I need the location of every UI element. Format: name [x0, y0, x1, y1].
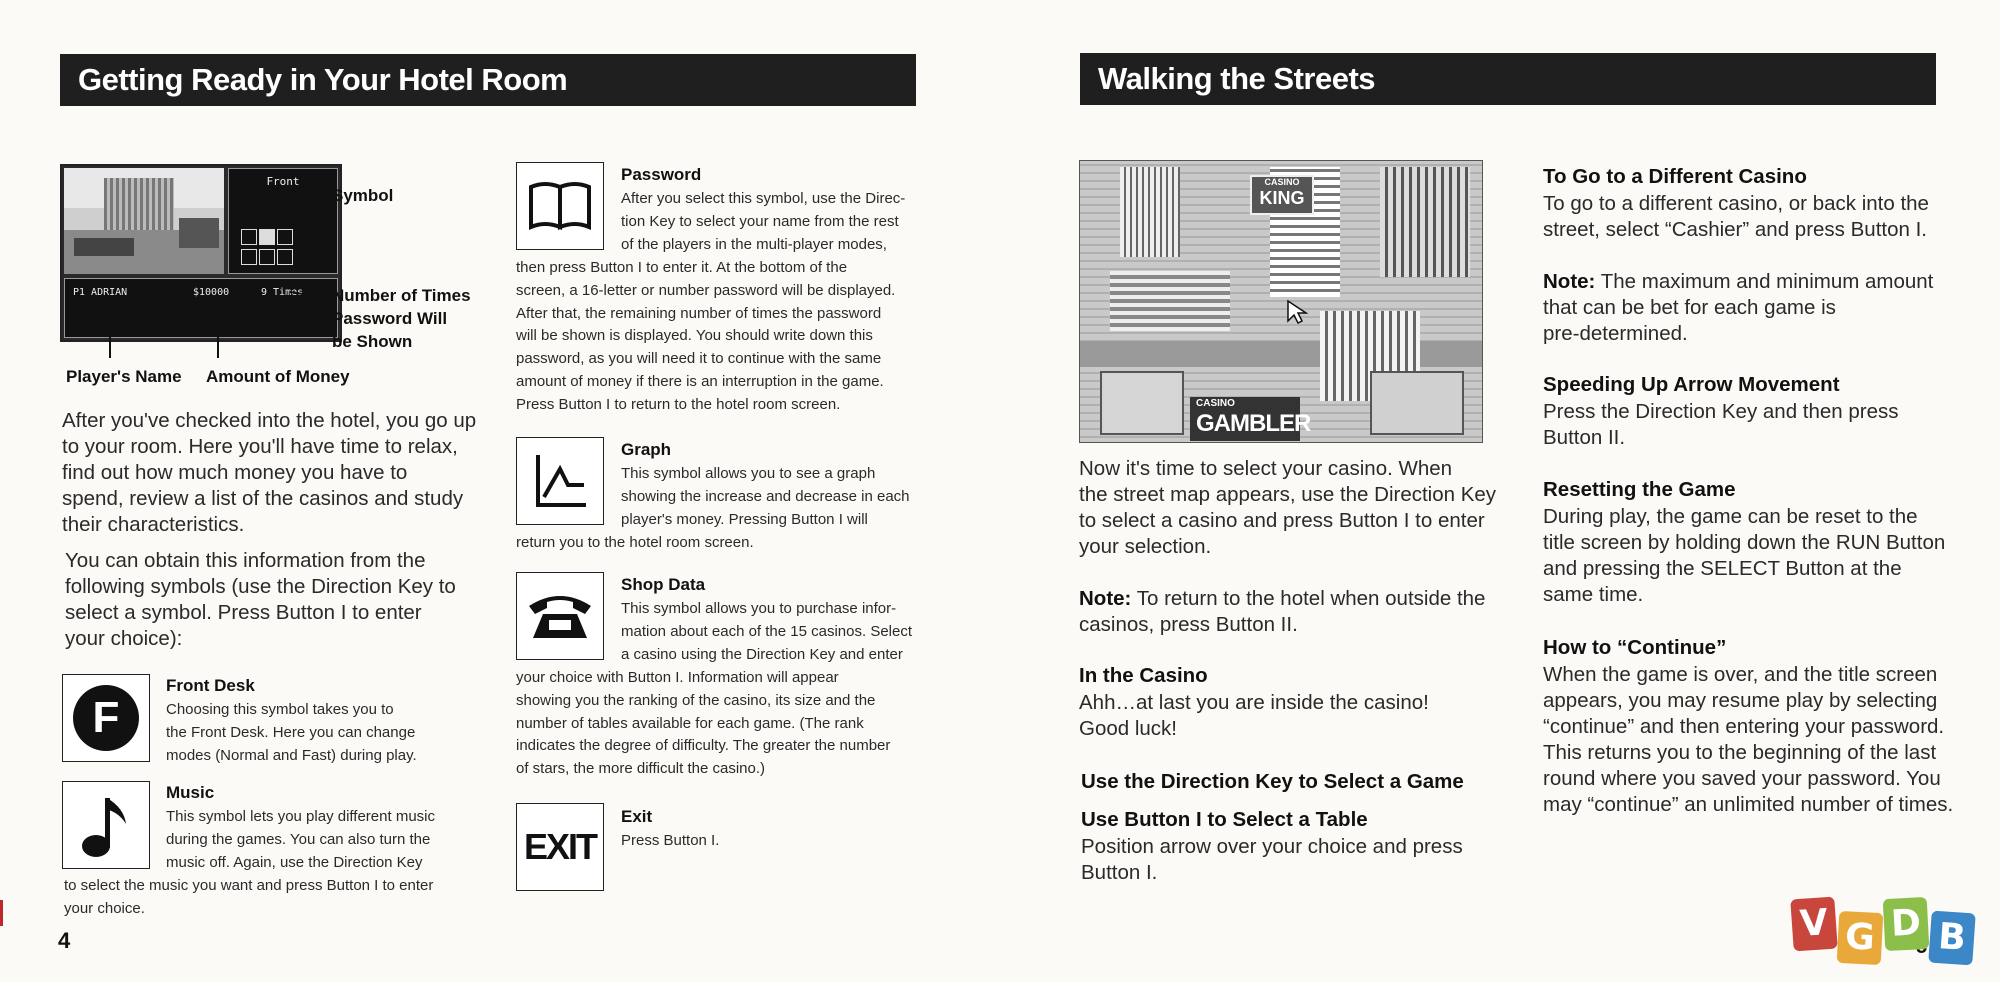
page-number-4: 4: [58, 928, 71, 953]
text-line: mation about each of the 15 casinos. Select: [621, 622, 913, 640]
password-text-continued: [516, 257, 895, 417]
street-map-screenshot: [1079, 160, 1483, 443]
front-desk-icon-letter: F: [73, 685, 139, 751]
text-line: a casino using the Direction Key and enter: [621, 645, 903, 663]
front-desk-icon: [62, 674, 150, 762]
left-page-banner: Getting Ready in Your Hotel Room: [60, 54, 916, 106]
music-note-icon: [62, 781, 150, 869]
text-line: pre-determined.: [1543, 322, 1688, 345]
exit-icon: [516, 803, 604, 891]
text-line: This symbol allows you to see a graph: [621, 465, 876, 482]
text-line: Choosing this symbol takes you to: [166, 701, 394, 718]
text-line: following symbols (use the Direction Key to: [65, 575, 456, 598]
money-value: $10000: [193, 287, 230, 298]
text-line: The maximum and minimum amount: [1595, 270, 1934, 293]
different-casino-text: [1543, 191, 1929, 243]
arrow-cursor-icon: [1286, 299, 1308, 325]
exit-text: Press Button I.: [621, 832, 720, 849]
text-line: of the players in the multi-player modes,: [621, 235, 887, 253]
times-value: 9 Times: [261, 287, 304, 298]
telephone-icon: [516, 572, 604, 660]
text-line: same time.: [1543, 583, 1644, 606]
callout-symbol: Symbol: [332, 186, 394, 205]
text-line: Button I.: [1081, 861, 1158, 884]
text-line: password, as you will need it to continue with the same: [516, 350, 882, 368]
password-title: Password: [621, 165, 702, 184]
text-line: This symbol lets you play different music: [166, 808, 435, 825]
text-line: This symbol allows you to purchase infor-: [621, 600, 897, 617]
casino-select-paragraph: [1079, 456, 1499, 560]
text-line: After you've checked into the hotel, you go up: [62, 409, 477, 432]
vgdb-tile-g: G: [1837, 911, 1884, 965]
hotel-intro-paragraph: [62, 408, 502, 538]
graph-icon: [516, 437, 604, 525]
text-line: find out how much money you have to: [62, 461, 408, 484]
text-line: Ahh…at last you are inside the casino!: [1079, 691, 1429, 714]
vgdb-tile-v: V: [1790, 897, 1838, 952]
shop-data-title: Shop Data: [621, 575, 706, 594]
text-line: number of tables available for each game. (The rank: [516, 714, 864, 732]
text-line: select a symbol. Press Button I to enter: [65, 601, 422, 624]
use-direction-key-heading: Use the Direction Key to Select a Game: [1081, 770, 1464, 793]
text-line: You can obtain this information from the: [65, 549, 426, 572]
text-line: and pressing the SELECT Button at the: [1543, 557, 1902, 580]
resetting-title: Resetting the Game: [1543, 478, 1736, 501]
front-desk-title: Front Desk: [166, 676, 255, 695]
left-edge-mark: [0, 900, 3, 926]
callout-times-line1: Number of Times: [332, 286, 471, 305]
text-line: showing the increase and decrease in each: [621, 487, 910, 505]
obtain-info-paragraph: [65, 548, 505, 652]
graph-text-continued: return you to the hotel room screen.: [516, 534, 754, 551]
text-line: Good luck!: [1079, 717, 1177, 740]
player-name-value: P1 ADRIAN: [73, 287, 128, 298]
note-bet-amounts: [1543, 269, 1933, 347]
text-line: indicates the degree of difficulty. The greater the number: [516, 737, 891, 755]
different-casino-title: To Go to a Different Casino: [1543, 165, 1807, 188]
note-label: Note:: [1543, 270, 1596, 293]
password-text: [621, 188, 905, 256]
text-line: amount of money if there is an interruption in the game.: [516, 372, 884, 390]
vgdb-tile-d: D: [1883, 897, 1930, 951]
exit-icon-text: EXIT: [523, 826, 596, 867]
vgdb-watermark-logo: [1790, 898, 1990, 968]
front-label: Front: [266, 175, 300, 188]
text-line: appears, you may resume play by selecting: [1543, 689, 1938, 712]
text-line: When the game is over, and the title screen: [1543, 663, 1938, 686]
casino-king-sign-text: KING: [1259, 188, 1305, 208]
text-line: spend, review a list of the casinos and study: [62, 487, 464, 510]
casino-king-sign-small: CASINO: [1264, 177, 1300, 187]
text-line: Press the Direction Key and then press: [1543, 400, 1899, 423]
text-line: may “continue” an unlimited number of times.: [1543, 793, 1954, 816]
text-line: your choice.: [64, 899, 145, 917]
text-line: the Front Desk. Here you can change: [166, 723, 416, 741]
text-line: the street map appears, use the Direction Key: [1079, 483, 1497, 506]
text-line: to select the music you want and press Button I to enter: [64, 877, 434, 894]
text-line: After that, the remaining number of times the password: [516, 304, 882, 322]
resetting-text: [1543, 504, 1945, 608]
graph-title: Graph: [621, 440, 672, 459]
text-line: To go to a different casino, or back into the: [1543, 192, 1929, 215]
music-text: [166, 806, 435, 874]
casino-gambler-sign: [1190, 397, 1311, 441]
text-line: “continue” and then entering your password.: [1543, 715, 1945, 738]
text-line: After you select this symbol, use the Direc-: [621, 190, 906, 207]
text-line: casinos, press Button II.: [1079, 613, 1298, 636]
text-line: their characteristics.: [62, 513, 245, 536]
text-line: that can be bet for each game is: [1543, 296, 1836, 319]
text-line: To return to the hotel when outside the: [1131, 587, 1486, 610]
speeding-up-title: Speeding Up Arrow Movement: [1543, 373, 1840, 396]
continue-title: How to “Continue”: [1543, 636, 1727, 659]
text-line: will be shown is displayed. You should write down this: [516, 327, 873, 345]
text-line: title screen by holding down the RUN Button: [1543, 531, 1946, 554]
text-line: Position arrow over your choice and press: [1081, 835, 1463, 858]
text-line: then press Button I to enter it. At the bottom of the: [516, 259, 848, 276]
in-the-casino-text: [1079, 690, 1429, 742]
vgdb-tile-b: B: [1928, 911, 1976, 966]
text-line: music off. Again, use the Direction Key: [166, 853, 423, 871]
casino-gambler-sign-text: GAMBLER: [1196, 410, 1311, 437]
exit-title: Exit: [621, 807, 653, 826]
callout-times-password: [332, 284, 471, 353]
callout-times-line3: be Shown: [332, 332, 413, 351]
callout-times-line2: Password Will: [332, 309, 448, 328]
text-line: showing you the ranking of the casino, its size and the: [516, 691, 876, 709]
text-line: During play, the game can be reset to the: [1543, 505, 1918, 528]
music-title: Music: [166, 783, 215, 802]
casino-gambler-sign-small: CASINO: [1196, 398, 1235, 409]
note-return-hotel: [1079, 586, 1499, 638]
text-line: player's money. Pressing Button I will: [621, 510, 868, 528]
casino-king-sign: [1250, 175, 1314, 215]
text-line: Button II.: [1543, 426, 1626, 449]
text-line: modes (Normal and Fast) during play.: [166, 746, 417, 764]
book-icon: [516, 162, 604, 250]
note-label: Note:: [1079, 587, 1132, 610]
shop-data-text: [621, 598, 912, 666]
text-line: during the games. You can also turn the: [166, 830, 431, 848]
text-line: your choice with Button I. Information will appear: [516, 669, 839, 686]
callout-players-name: Player's Name: [66, 367, 182, 386]
text-line: to select a casino and press Button I to enter: [1079, 509, 1485, 532]
text-line: Now it's time to select your casino. When: [1079, 457, 1453, 480]
text-line: your selection.: [1079, 535, 1212, 558]
text-line: tion Key to select your name from the rest: [621, 212, 899, 230]
right-page-banner: Walking the Streets: [1080, 53, 1936, 105]
speeding-up-text: [1543, 399, 1899, 451]
position-arrow-text: [1081, 834, 1463, 886]
text-line: screen, a 16-letter or number password will be displayed.: [516, 281, 896, 299]
callout-lines: [60, 180, 340, 360]
callout-amount-of-money: Amount of Money: [206, 367, 350, 386]
text-line: Press Button I to return to the hotel room screen.: [516, 395, 841, 413]
graph-text: [621, 463, 910, 531]
continue-text: [1543, 662, 1953, 818]
text-line: to your room. Here you'll have time to relax,: [62, 435, 458, 458]
text-line: your choice):: [65, 627, 183, 650]
text-line: street, select “Cashier” and press Button I.: [1543, 218, 1927, 241]
text-line: round where you saved your password. You: [1543, 767, 1941, 790]
text-line: This returns you to the beginning of the last: [1543, 741, 1937, 764]
shop-data-text-continued: [516, 667, 890, 781]
front-desk-text: [166, 699, 417, 767]
in-the-casino-title: In the Casino: [1079, 664, 1208, 687]
text-line: of stars, the more difficult the casino.): [516, 760, 766, 778]
music-text-continued: [64, 875, 433, 921]
use-button-heading: Use Button I to Select a Table: [1081, 808, 1368, 831]
